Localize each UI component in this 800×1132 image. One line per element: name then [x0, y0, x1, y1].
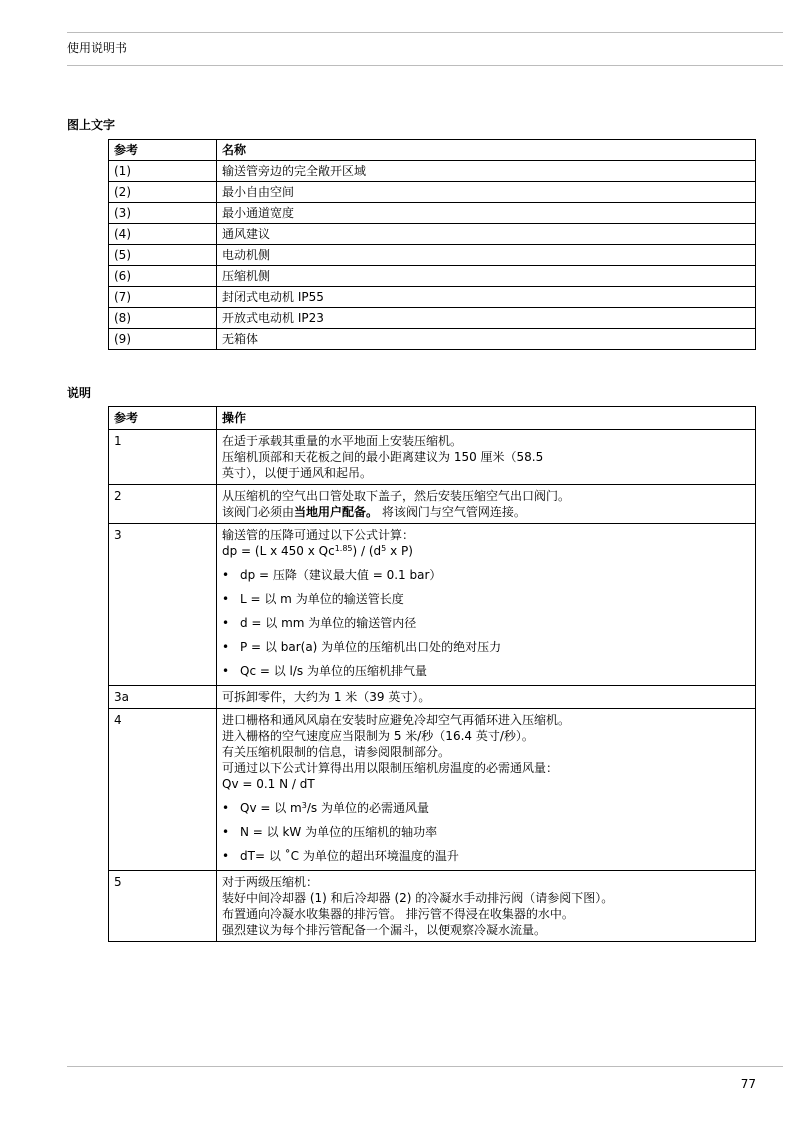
ref-cell: (6)	[109, 266, 217, 287]
table-row	[109, 161, 756, 182]
name-cell: 压缩机侧	[217, 266, 756, 287]
action-cell	[217, 709, 756, 871]
variable-list	[222, 567, 749, 679]
table-row	[109, 430, 756, 485]
table-row	[109, 329, 756, 350]
action-text-part: 将该阀门与空气管网连接。	[378, 505, 526, 519]
bold-emphasis: 当地用户配备。	[294, 505, 379, 519]
table-row	[109, 524, 756, 686]
header-rule-top	[67, 32, 783, 33]
ref-cell: 4	[109, 709, 217, 871]
action-text: 可通过以下公式计算得出用以限制压缩机房温度的必需通风量：	[222, 761, 559, 775]
table-row	[109, 224, 756, 245]
ref-cell: (8)	[109, 308, 217, 329]
ref-cell: (9)	[109, 329, 217, 350]
list-item: • P = 以 bar(a) 为单位的压缩机出口处的绝对压力	[222, 639, 749, 655]
name-cell: 无箱体	[217, 329, 756, 350]
table-row	[109, 709, 756, 871]
ventilation-formula: Qv = 0.1 N / dT	[222, 777, 315, 791]
variable-list	[222, 800, 749, 864]
formula-part: ) / (d	[352, 544, 382, 558]
list-item: • Qc = 以 l/s 为单位的压缩机排气量	[222, 663, 749, 679]
formula-exponent: 1.85	[334, 544, 353, 553]
ref-cell: 2	[109, 485, 217, 524]
ref-cell: (1)	[109, 161, 217, 182]
page-number: 77	[740, 1077, 756, 1091]
action-text: 对于两级压缩机：	[222, 875, 319, 889]
table-row	[109, 287, 756, 308]
action-text: 压缩机顶部和天花板之间的最小距离建议为 150 厘米（58.5	[222, 450, 544, 464]
pressure-drop-formula	[222, 543, 749, 559]
list-item: • dp = 压降（建议最大值 = 0.1 bar）	[222, 567, 749, 583]
legend-heading: 图上文字	[67, 118, 116, 132]
table-row	[109, 485, 756, 524]
action-text-part: 该阀门必须由	[222, 505, 295, 519]
ref-cell: (5)	[109, 245, 217, 266]
table-row	[109, 182, 756, 203]
action-cell: 可拆卸零件，大约为 1 米（39 英寸）。	[217, 686, 756, 709]
action-text: 在适于承载其重量的水平地面上安装压缩机。	[222, 434, 463, 448]
header-rule-bottom	[67, 65, 783, 66]
action-text: 输送管的压降可通过以下公式计算：	[222, 528, 415, 542]
name-cell: 通风建议	[217, 224, 756, 245]
ref-cell: (7)	[109, 287, 217, 308]
unit-exponent: 3	[301, 801, 307, 810]
ref-cell: (4)	[109, 224, 217, 245]
action-text: 进口栅格和通风风扇在安装时应避免冷却空气再循环进入压缩机。	[222, 713, 571, 727]
action-cell	[217, 430, 756, 485]
ref-cell: (3)	[109, 203, 217, 224]
action-text: 布置通向冷凝水收集器的排污管。 排污管不得浸在收集器的水中。	[222, 907, 574, 921]
list-item: • L = 以 m 为单位的输送管长度	[222, 591, 749, 607]
name-cell: 封闭式电动机 IP55	[217, 287, 756, 308]
table-row	[109, 308, 756, 329]
legend-table	[108, 139, 756, 350]
name-cell: 最小通道宽度	[217, 203, 756, 224]
description-table	[108, 406, 756, 942]
description-heading: 说明	[67, 386, 92, 400]
action-cell	[217, 524, 756, 686]
formula-exponent: 5	[381, 544, 387, 553]
table-row	[109, 266, 756, 287]
name-cell: 开放式电动机 IP23	[217, 308, 756, 329]
list-item-part: Qv = 以 m	[240, 801, 302, 815]
name-cell: 最小自由空间	[217, 182, 756, 203]
column-header-ref: 参考	[109, 407, 217, 430]
list-item-part: /s 为单位的必需通风量	[306, 801, 429, 815]
action-text: 进入栅格的空气速度应当限制为 5 米/秒（16.4 英寸/秒）。	[222, 729, 534, 743]
table-header-row	[109, 407, 756, 430]
ref-cell: 3	[109, 524, 217, 686]
table-row	[109, 686, 756, 709]
ref-cell: 1	[109, 430, 217, 485]
ref-cell: 5	[109, 871, 217, 942]
table-row	[109, 871, 756, 942]
list-item: • d = 以 mm 为单位的输送管内径	[222, 615, 749, 631]
list-item: • dT= 以 ˚C 为单位的超出环境温度的温升	[222, 848, 749, 864]
ref-cell: 3a	[109, 686, 217, 709]
list-item	[222, 800, 749, 816]
name-cell: 输送管旁边的完全敞开区域	[217, 161, 756, 182]
action-cell	[217, 871, 756, 942]
action-text: 英寸），以便于通风和起吊。	[222, 466, 373, 480]
column-header-name: 名称	[217, 140, 756, 161]
column-header-action: 操作	[217, 407, 756, 430]
column-header-ref: 参考	[109, 140, 217, 161]
manual-title: 使用说明书	[67, 41, 128, 55]
action-text: 从压缩机的空气出口管处取下盖子，然后安装压缩空气出口阀门。	[222, 489, 571, 503]
action-text: 强烈建议为每个排污管配备一个漏斗，以便观察冷凝水流量。	[222, 923, 547, 937]
action-text: 有关压缩机限制的信息，请参阅限制部分。	[222, 745, 451, 759]
formula-part: dp = (L x 450 x Qc	[222, 544, 335, 558]
footer-rule	[67, 1066, 783, 1067]
table-row	[109, 203, 756, 224]
table-header-row	[109, 140, 756, 161]
table-row	[109, 245, 756, 266]
formula-part: x P)	[386, 544, 413, 558]
action-cell	[217, 485, 756, 524]
action-text: 装好中间冷却器 (1) 和后冷却器 (2) 的冷凝水手动排污阀（请参阅下图）。	[222, 891, 614, 905]
action-text	[222, 504, 749, 520]
ref-cell: (2)	[109, 182, 217, 203]
name-cell: 电动机侧	[217, 245, 756, 266]
list-item: • N = 以 kW 为单位的压缩机的轴功率	[222, 824, 749, 840]
